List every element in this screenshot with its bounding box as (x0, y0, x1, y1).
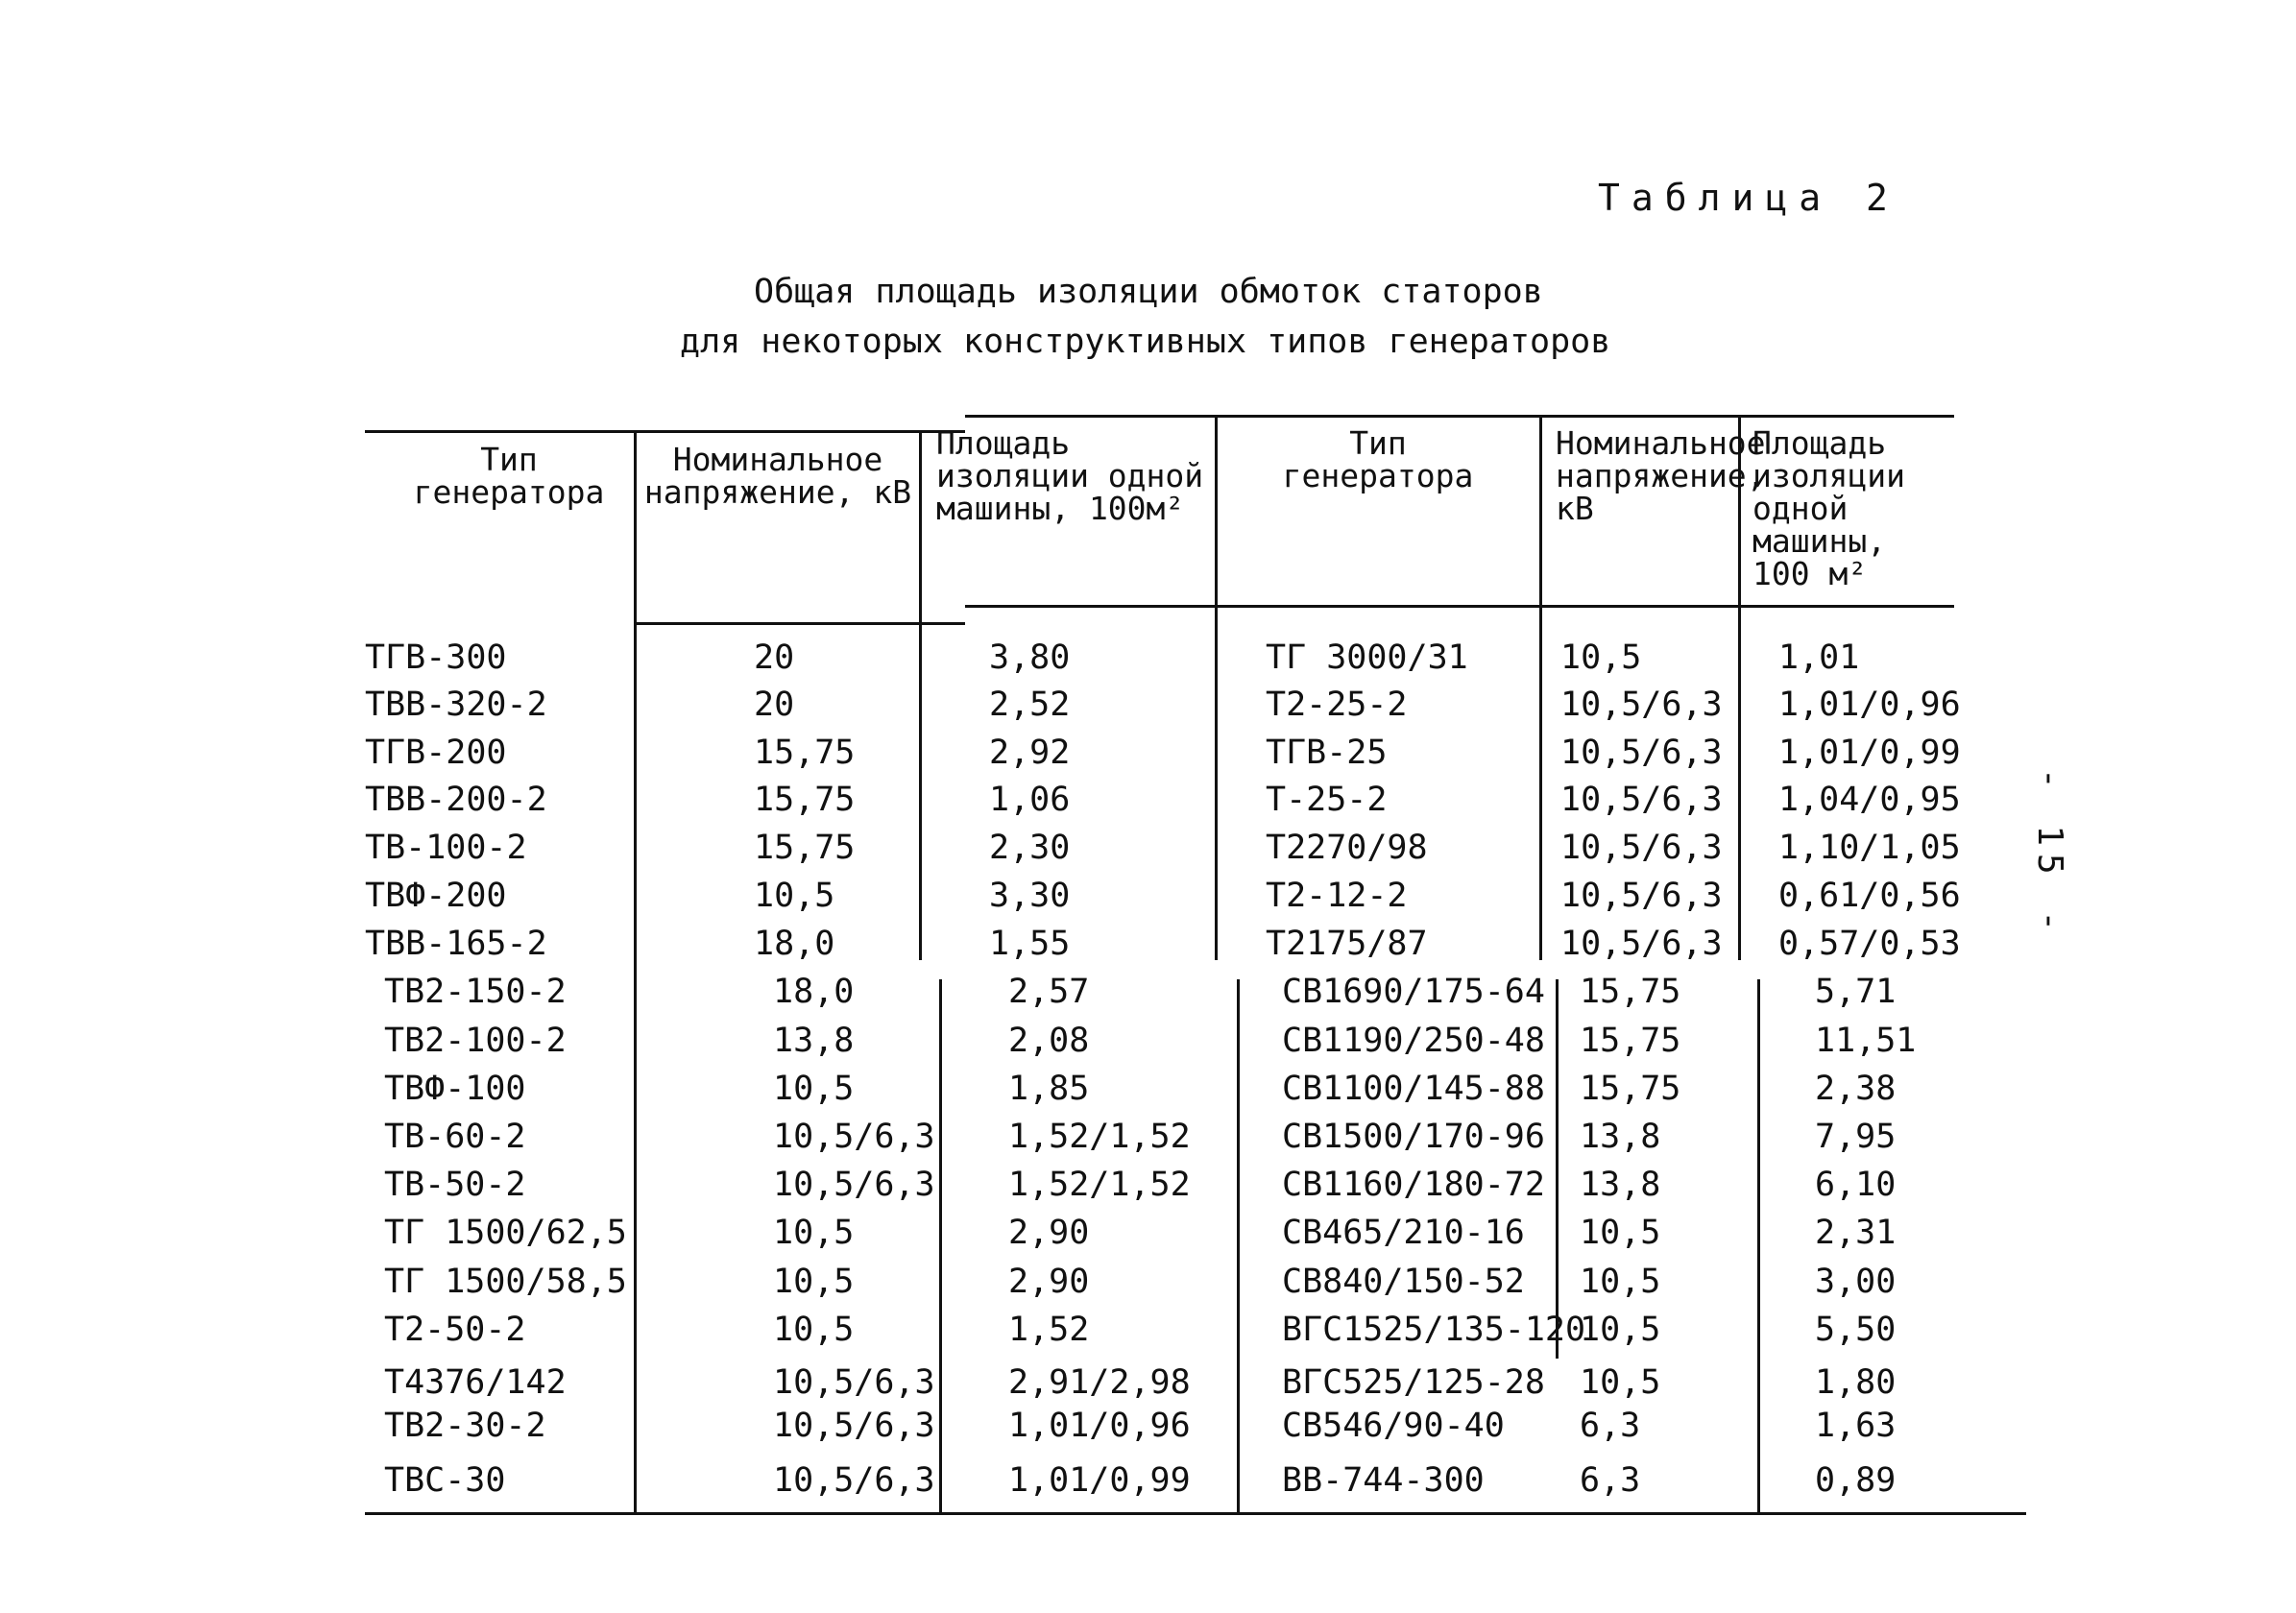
right-area-cell: 1,80 (1815, 1363, 1897, 1402)
col-divider-2 (919, 430, 922, 960)
left-area-cell: 2,90 (1008, 1214, 1090, 1252)
left-area-cell: 1,01/0,99 (1008, 1461, 1191, 1500)
right-area-cell: 0,89 (1815, 1461, 1897, 1500)
table-title-line-1: Общая площадь изоляции обмоток статоров (754, 273, 1543, 311)
left-area-cell: 2,91/2,98 (1008, 1363, 1191, 1402)
col-divider-4 (1539, 415, 1542, 960)
left-voltage-cell: 10,5/6,3 (773, 1407, 935, 1445)
left-voltage-cell: 20 (754, 686, 795, 724)
left-type-cell: ТВ-50-2 (384, 1166, 526, 1204)
col-divider-1 (634, 430, 637, 1512)
right-voltage-cell: 10,5 (1560, 638, 1642, 677)
left-type-cell: ТВФ-100 (384, 1070, 526, 1108)
right-voltage-cell: 10,5/6,3 (1560, 877, 1723, 915)
left-voltage-cell: 10,5/6,3 (773, 1461, 935, 1500)
right-area-cell: 2,31 (1815, 1214, 1897, 1252)
left-voltage-cell: 10,5/6,3 (773, 1118, 935, 1156)
left-area-cell: 2,90 (1008, 1263, 1090, 1301)
right-voltage-cell: 10,5/6,3 (1560, 829, 1723, 867)
left-area-cell: 1,52 (1008, 1311, 1090, 1349)
col-divider-2b (939, 979, 942, 1512)
right-type-cell: ТГВ-25 (1266, 734, 1388, 772)
right-voltage-cell: 13,8 (1580, 1118, 1661, 1156)
right-area-cell: 5,50 (1815, 1311, 1897, 1349)
right-area-cell: 1,10/1,05 (1778, 829, 1961, 867)
left-voltage-cell: 10,5 (773, 1263, 855, 1301)
left-voltage-cell: 10,5 (773, 1070, 855, 1108)
left-voltage-cell: 10,5 (773, 1214, 855, 1252)
right-voltage-cell: 10,5/6,3 (1560, 686, 1723, 724)
right-type-cell: СВ465/210-16 (1282, 1214, 1525, 1252)
right-type-cell: Т2-25-2 (1266, 686, 1408, 724)
left-voltage-cell: 10,5/6,3 (773, 1166, 935, 1204)
left-type-cell: ТВ2-150-2 (384, 973, 567, 1011)
table-top-rule-left (365, 430, 965, 433)
right-type-cell: Т2-12-2 (1266, 877, 1408, 915)
col-divider-3b (1237, 979, 1240, 1512)
left-type-cell: ТВВ-320-2 (365, 686, 547, 724)
right-type-cell: СВ840/150-52 (1282, 1263, 1525, 1301)
header-bottom-rule-left (634, 622, 965, 625)
right-area-cell: 5,71 (1815, 973, 1897, 1011)
left-area-cell: 1,55 (989, 925, 1071, 963)
header-bottom-rule-right (965, 605, 1954, 608)
right-area-cell: 1,01/0,96 (1778, 686, 1961, 724)
right-type-cell: Т2270/98 (1266, 829, 1428, 867)
right-voltage-cell: 13,8 (1580, 1166, 1661, 1204)
right-voltage-cell: 10,5/6,3 (1560, 925, 1723, 963)
right-type-cell: Т-25-2 (1266, 781, 1388, 819)
left-voltage-cell: 15,75 (754, 734, 856, 772)
right-area-cell: 2,38 (1815, 1070, 1897, 1108)
page-number: - 15 - (2030, 768, 2069, 940)
right-type-cell: ВВ-744-300 (1282, 1461, 1485, 1500)
left-type-cell: ТВ-100-2 (365, 829, 527, 867)
right-voltage-cell: 10,5/6,3 (1560, 734, 1723, 772)
header-type-2: Тип генератора (1282, 424, 1474, 494)
left-type-cell: ТГ 1500/62,5 (384, 1214, 627, 1252)
left-area-cell: 3,30 (989, 877, 1071, 915)
left-type-cell: ТВС-30 (384, 1461, 506, 1500)
left-area-cell: 1,06 (989, 781, 1071, 819)
left-area-cell: 2,92 (989, 734, 1071, 772)
left-voltage-cell: 10,5/6,3 (773, 1363, 935, 1402)
left-area-cell: 1,52/1,52 (1008, 1118, 1191, 1156)
table-top-rule-right (965, 415, 1954, 418)
left-voltage-cell: 10,5 (773, 1311, 855, 1349)
right-voltage-cell: 15,75 (1580, 1022, 1681, 1060)
left-voltage-cell: 18,0 (773, 973, 855, 1011)
left-area-cell: 2,30 (989, 829, 1071, 867)
right-type-cell: Т2175/87 (1266, 925, 1428, 963)
right-type-cell: СВ1160/180-72 (1282, 1166, 1545, 1204)
right-type-cell: СВ1100/145-88 (1282, 1070, 1545, 1108)
right-type-cell: ВГС1525/135-120 (1282, 1311, 1586, 1349)
header-voltage-2: Номинальное напряжение, кВ (1556, 424, 1766, 527)
right-type-cell: СВ1500/170-96 (1282, 1118, 1545, 1156)
right-area-cell: 3,00 (1815, 1263, 1897, 1301)
left-voltage-cell: 20 (754, 638, 795, 677)
left-area-cell: 2,08 (1008, 1022, 1090, 1060)
right-voltage-cell: 15,75 (1580, 973, 1681, 1011)
right-type-cell: ТГ 3000/31 (1266, 638, 1468, 677)
col-divider-3 (1215, 415, 1218, 960)
table-label: Таблица 2 (1598, 177, 1899, 219)
left-area-cell: 1,52/1,52 (1008, 1166, 1191, 1204)
right-area-cell: 0,57/0,53 (1778, 925, 1961, 963)
col-divider-4b (1556, 979, 1559, 1359)
right-voltage-cell: 10,5 (1580, 1214, 1661, 1252)
right-area-cell: 11,51 (1815, 1022, 1917, 1060)
header-voltage: Номинальное напряжение, кВ (643, 441, 912, 511)
right-area-cell: 7,95 (1815, 1118, 1897, 1156)
col-divider-5b (1757, 979, 1760, 1512)
right-type-cell: СВ1690/175-64 (1282, 973, 1545, 1011)
left-voltage-cell: 15,75 (754, 829, 856, 867)
left-type-cell: ТВ-60-2 (384, 1118, 526, 1156)
left-area-cell: 3,80 (989, 638, 1071, 677)
left-type-cell: ТВВ-165-2 (365, 925, 547, 963)
left-type-cell: ТВ2-30-2 (384, 1407, 546, 1445)
left-area-cell: 1,01/0,96 (1008, 1407, 1191, 1445)
right-voltage-cell: 10,5/6,3 (1560, 781, 1723, 819)
left-voltage-cell: 13,8 (773, 1022, 855, 1060)
right-area-cell: 1,01/0,99 (1778, 734, 1961, 772)
right-type-cell: ВГС525/125-28 (1282, 1363, 1545, 1402)
left-area-cell: 1,85 (1008, 1070, 1090, 1108)
header-area: Площадь изоляции одной машины, 100м² (936, 424, 1204, 527)
right-area-cell: 1,04/0,95 (1778, 781, 1961, 819)
right-area-cell: 0,61/0,56 (1778, 877, 1961, 915)
left-type-cell: Т2-50-2 (384, 1311, 526, 1349)
col-divider-5 (1738, 415, 1741, 960)
header-area-2: Площадь изоляции одной машины, 100 м² (1752, 424, 1905, 592)
header-type: Тип генератора (413, 441, 605, 511)
left-type-cell: ТГ 1500/58,5 (384, 1263, 627, 1301)
right-type-cell: СВ546/90-40 (1282, 1407, 1505, 1445)
right-voltage-cell: 6,3 (1580, 1461, 1641, 1500)
left-type-cell: ТГВ-300 (365, 638, 507, 677)
left-voltage-cell: 15,75 (754, 781, 856, 819)
right-area-cell: 1,01 (1778, 638, 1860, 677)
right-voltage-cell: 10,5 (1580, 1311, 1661, 1349)
left-type-cell: ТГВ-200 (365, 734, 507, 772)
left-voltage-cell: 10,5 (754, 877, 835, 915)
right-voltage-cell: 10,5 (1580, 1363, 1661, 1402)
right-type-cell: СВ1190/250-48 (1282, 1022, 1545, 1060)
right-area-cell: 1,63 (1815, 1407, 1897, 1445)
left-type-cell: Т4376/142 (384, 1363, 567, 1402)
left-area-cell: 2,52 (989, 686, 1071, 724)
right-voltage-cell: 10,5 (1580, 1263, 1661, 1301)
left-type-cell: ТВФ-200 (365, 877, 507, 915)
right-voltage-cell: 6,3 (1580, 1407, 1641, 1445)
left-voltage-cell: 18,0 (754, 925, 835, 963)
left-type-cell: ТВ2-100-2 (384, 1022, 567, 1060)
left-type-cell: ТВВ-200-2 (365, 781, 547, 819)
right-area-cell: 6,10 (1815, 1166, 1897, 1204)
left-area-cell: 2,57 (1008, 973, 1090, 1011)
table-bottom-rule (365, 1512, 2026, 1515)
right-voltage-cell: 15,75 (1580, 1070, 1681, 1108)
table-title-line-2: для некоторых конструктивных типов генераторов (680, 323, 1611, 361)
